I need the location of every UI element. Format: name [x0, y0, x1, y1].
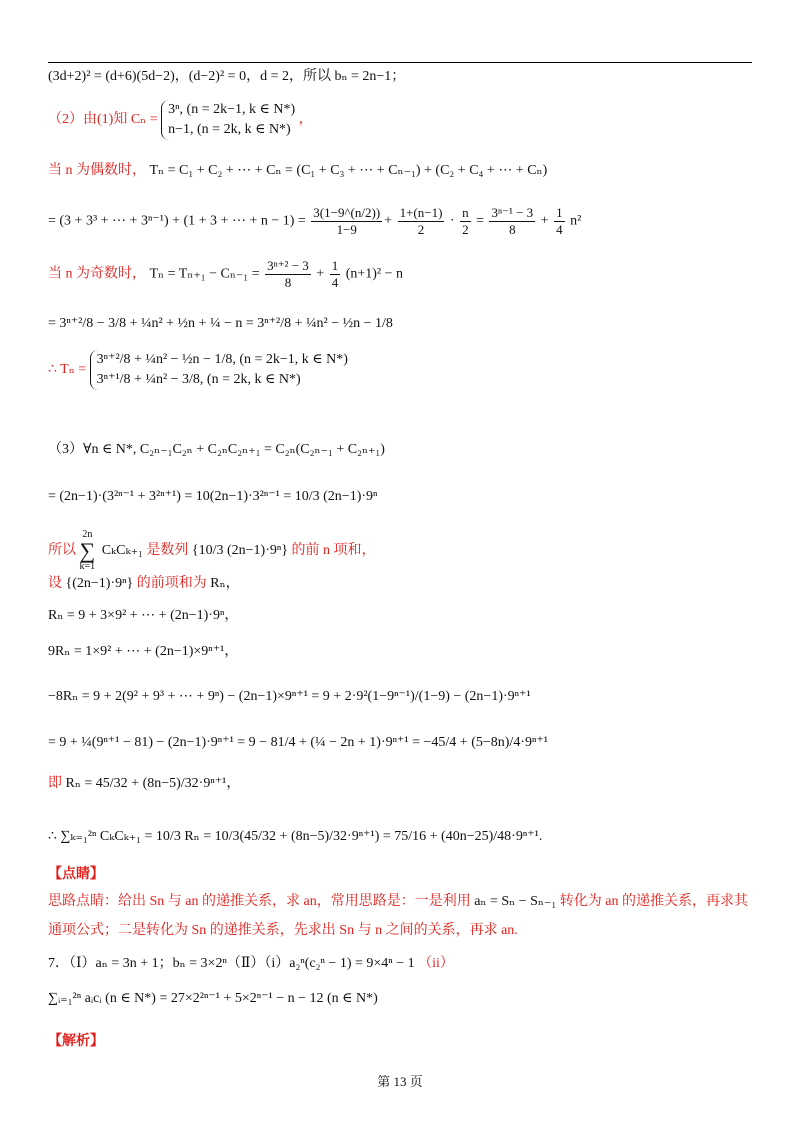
line-16: 即 Rₙ = 45/32 + (8n−5)/32·9ⁿ⁺¹，	[48, 776, 241, 791]
line-13: 9Rₙ = 1×9² + ⋯ + (2n−1)×9ⁿ⁺¹，	[48, 644, 239, 659]
line-7: ∴ Tₙ = 3ⁿ⁺²/8 + ¼n² − ½n − 1/8, (n = 2k−1, k ∈ N*) 3ⁿ⁺¹/8 + ¼n² − 3/8, (n = 2k, k ∈ N*)	[48, 350, 348, 390]
line-14: −8Rₙ = 9 + 2(9² + 9³ + ⋯ + 9ⁿ) − (2n−1)×9ⁿ⁺¹ = 9 + 2·9²(1−9ⁿ⁻¹)/(1−9) − (2n−1)·9ⁿ⁺¹	[48, 689, 531, 704]
line-11: 设 {(2n−1)·9ⁿ} 的前项和为 Rₙ，	[48, 576, 240, 591]
piecewise-t: 3ⁿ⁺²/8 + ¼n² − ½n − 1/8, (n = 2k−1, k ∈ N*) 3ⁿ⁺¹/8 + ¼n² − 3/8, (n = 2k, k ∈ N*)	[90, 350, 348, 390]
line-5: 当 n 为奇数时， Tₙ = Tₙ₊₁ − Cₙ₋₁ = $\frac{\text{3ⁿ⁺² − 3}}{8}$ + $\frac{1}{4}$ (n+1)² − n	[48, 258, 403, 290]
line-2: （2）由(1)知 Cₙ = 3ⁿ, (n = 2k−1, k ∈ N*) n−1, (n = 2k, k ∈ N*) ，	[48, 100, 313, 140]
piecewise-c: 3ⁿ, (n = 2k−1, k ∈ N*) n−1, (n = 2k, k ∈ N*)	[161, 100, 295, 140]
line-6: = 3ⁿ⁺²/8 − 3/8 + ¼n² + ½n + ¼ − n = 3ⁿ⁺²/8 + ¼n² − ½n − 1/8	[48, 316, 393, 331]
heading-dianjing: 【点睛】	[48, 867, 104, 882]
line-21: 7．（Ⅰ）aₙ = 3n + 1；bₙ = 3×2ⁿ（Ⅱ）（i）a₂ⁿ(c₂ⁿ − 1) = 9×4ⁿ − 1 （ii）	[48, 956, 454, 971]
line-17: ∴ ∑ₖ₌₁²ⁿ CₖCₖ₊₁ = 10/3 Rₙ = 10/3(45/32 + (8n−5)/32·9ⁿ⁺¹) = 75/16 + (40n−25)/48·9ⁿ⁺¹.	[48, 829, 543, 844]
line-1: (3d+2)² = (d+6)(5d−2)，(d−2)² = 0，d = 2，所以 bₙ = 2n−1；	[48, 69, 406, 84]
sigma-sum: 2n ∑ k=1	[79, 529, 96, 572]
line-3: 当 n 为偶数时， Tₙ = C₁ + C₂ + ⋯ + Cₙ = (C₁ + C₃ + ⋯ + Cₙ₋₁) + (C₂ + C₄ + ⋯ + Cₙ)	[48, 163, 548, 178]
line-22: ∑ᵢ₌₁²ⁿ aᵢcᵢ (n ∈ N*) = 27×2²ⁿ⁻¹ + 5×2ⁿ⁻¹ − n − 12 (n ∈ N*)	[48, 991, 378, 1006]
line-19: 思路点睛：给出 Sn 与 an 的递推关系，求 an，常用思路是：一是利用 aₙ = Sₙ − Sₙ₋₁ 转化为 an 的递推关系，再求其	[48, 894, 748, 909]
line-9: = (2n−1)·(3²ⁿ⁻¹ + 3²ⁿ⁺¹) = 10(2n−1)·3²ⁿ⁻¹ = 10/3 (2n−1)·9ⁿ	[48, 489, 378, 504]
header-rule	[48, 62, 752, 63]
page-number: 第 13 页	[377, 1074, 423, 1089]
line-12: Rₙ = 9 + 3×9² + ⋯ + (2n−1)·9ⁿ，	[48, 608, 239, 623]
line-8: （3）∀n ∈ N*, C₂ₙ₋₁C₂ₙ + C₂ₙC₂ₙ₊₁ = C₂ₙ(C₂ₙ₋₁ + C₂ₙ₊₁)	[48, 442, 385, 457]
heading-jiexi: 【解析】	[48, 1034, 104, 1049]
line-4: = (3 + 3³ + ⋯ + 3ⁿ⁻¹) + (1 + 3 + ⋯ + n − 1) = $\frac{3(1-9\^{}(n/2))}{1-9}$ + $\frac{1+(n-1)}{2}$ · $\frac{n}{2}$ = $\frac{\text{3ⁿ⁻¹ − 3}}{8}$ + $\frac{1}{4}$ n²	[48, 205, 582, 237]
line-20: 通项公式；二是转化为 Sn 的递推关系，先求出 Sn 与 n 之间的关系，再求 an.	[48, 923, 518, 938]
line-10: 所以 2n ∑ k=1 CₖCₖ₊₁ 是数列 {10/3 (2n−1)·9ⁿ} 的前 n 项和，	[48, 529, 376, 572]
line-15: = 9 + ¼(9ⁿ⁺¹ − 81) − (2n−1)·9ⁿ⁺¹ = 9 − 81/4 + (¼ − 2n + 1)·9ⁿ⁺¹ = −45/4 + (5−8n)/4·9ⁿ⁺¹	[48, 735, 548, 750]
